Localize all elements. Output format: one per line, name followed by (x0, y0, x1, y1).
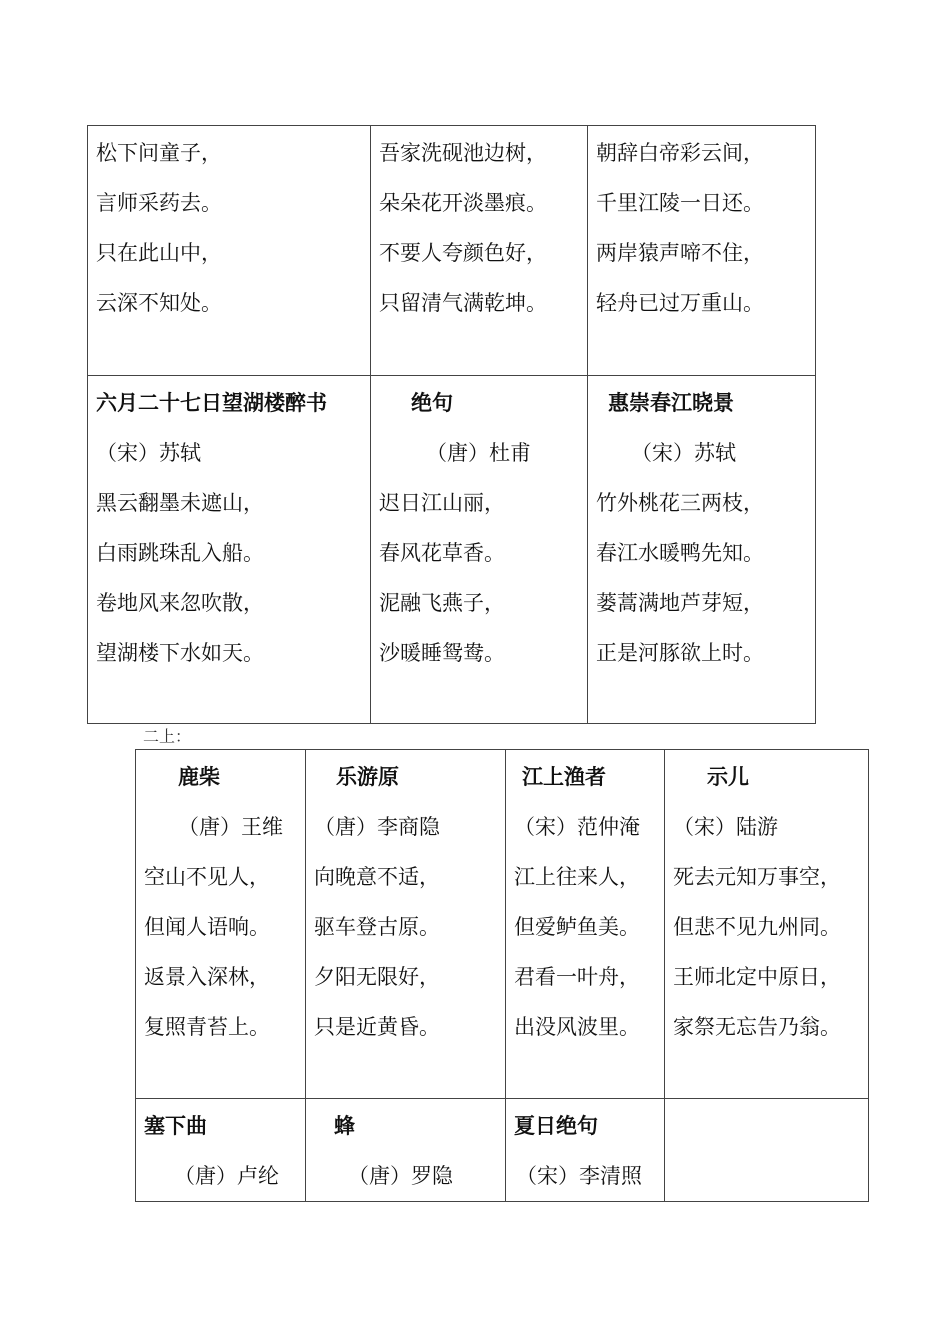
poem-cell (371, 126, 588, 376)
poem-line: 正是河豚欲上时。 (596, 641, 764, 665)
poem-line: 吾家洗砚池边树， (379, 141, 547, 165)
poem-line: 云深不知处。 (96, 291, 222, 315)
poem-line: 迟日江山丽， (379, 491, 505, 515)
poem-author: （唐）罗隐 (348, 1164, 453, 1188)
poem-line: 卷地风来忽吹散， (96, 591, 264, 615)
poem-line: 只留清气满乾坤。 (379, 291, 547, 315)
section-note: 二上： (143, 727, 192, 746)
poem-line: 黑云翻墨未遮山， (96, 491, 264, 515)
poem-line: 蒌蒿满地芦芽短， (596, 591, 764, 615)
poem-line: 君看一叶舟， (514, 965, 640, 989)
poem-cell (665, 750, 869, 1099)
poem-cell (136, 1099, 306, 1202)
poem-author: （宋）苏轼 (631, 441, 736, 465)
poem-line: 春风花草香。 (379, 541, 505, 565)
poem-line: 空山不见人， (144, 865, 270, 889)
poem-author: （宋）李清照 (516, 1164, 642, 1188)
poem-cell (588, 126, 816, 376)
poem-line: 但闻人语响。 (144, 915, 270, 939)
poem-cell (588, 376, 816, 724)
table-row (88, 376, 816, 724)
poem-title: 夏日绝句 (514, 1114, 598, 1138)
poem-cell (88, 126, 371, 376)
poem-line: 死去元知万事空， (673, 865, 841, 889)
poem-title: 江上渔者 (522, 765, 606, 789)
poem-author: （宋）苏轼 (96, 441, 201, 465)
poem-line: 返景入深林， (144, 965, 270, 989)
poem-cell (306, 750, 506, 1099)
poem-cell (88, 376, 371, 724)
poem-table-2 (135, 749, 869, 1202)
poem-line: 只在此山中， (96, 241, 222, 265)
poem-table-1 (87, 125, 816, 724)
poem-cell (306, 1099, 506, 1202)
poem-title: 六月二十七日望湖楼醉书 (96, 391, 327, 415)
poem-title: 乐游原 (336, 765, 399, 789)
poem-line: 两岸猿声啼不住， (596, 241, 764, 265)
poem-author (673, 1151, 868, 1201)
table-row (136, 750, 869, 1099)
poem-line: 松下问童子， (96, 141, 222, 165)
poem-title: 惠崇春江晓景 (608, 391, 734, 415)
poem-author: （唐）李商隐 (314, 815, 440, 839)
table-row (136, 1099, 869, 1202)
poem-author: （唐）杜甫 (426, 441, 531, 465)
poem-title (673, 1101, 868, 1151)
poem-cell (506, 750, 665, 1099)
poem-line: 言师采药去。 (96, 191, 222, 215)
poem-author: （宋）陆游 (673, 815, 778, 839)
poem-line: 竹外桃花三两枝， (596, 491, 764, 515)
poem-line: 驱车登古原。 (314, 915, 440, 939)
poem-line: 泥融飞燕子， (379, 591, 505, 615)
poem-line: 王师北定中原日， (673, 965, 841, 989)
poem-author: （唐）卢纶 (174, 1164, 279, 1188)
poem-cell (506, 1099, 665, 1202)
poem-title: 示儿 (707, 765, 749, 789)
poem-line: 向晚意不适， (314, 865, 440, 889)
poem-line: 朝辞白帝彩云间， (596, 141, 764, 165)
poem-title: 绝句 (411, 391, 453, 415)
poem-title: 塞下曲 (144, 1114, 207, 1138)
poem-line: 复照青苔上。 (144, 1015, 270, 1039)
poem-line: 不要人夸颜色好， (379, 241, 547, 265)
poem-line: 家祭无忘告乃翁。 (673, 1015, 841, 1039)
poem-cell (136, 750, 306, 1099)
poem-line: 只是近黄昏。 (314, 1015, 440, 1039)
poem-line: 千里江陵一日还。 (596, 191, 764, 215)
poem-line: 白雨跳珠乱入船。 (96, 541, 264, 565)
poem-line: 轻舟已过万重山。 (596, 291, 764, 315)
poem-title: 蜂 (334, 1114, 355, 1138)
poem-line: 春江水暖鸭先知。 (596, 541, 764, 565)
poem-author: （唐）王维 (178, 815, 283, 839)
poem-author: （宋）范仲淹 (514, 815, 640, 839)
poem-line: 出没风波里。 (514, 1015, 640, 1039)
table-row (88, 126, 816, 376)
poem-line: 江上往来人， (514, 865, 640, 889)
poem-line: 夕阳无限好， (314, 965, 440, 989)
empty-cell (665, 1099, 869, 1202)
poem-line: 沙暖睡鸳鸯。 (379, 641, 505, 665)
poem-cell (371, 376, 588, 724)
poem-line: 望湖楼下水如天。 (96, 641, 264, 665)
poem-line: 但爱鲈鱼美。 (514, 915, 640, 939)
poem-line: 朵朵花开淡墨痕。 (379, 191, 547, 215)
poem-title: 鹿柴 (178, 765, 220, 789)
poem-line: 但悲不见九州同。 (673, 915, 841, 939)
